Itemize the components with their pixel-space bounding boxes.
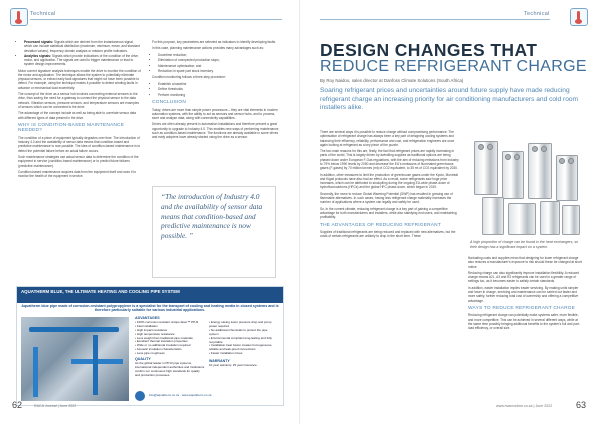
list-item: • 100% corrosion resistant unique faser™ PP-R xyxy=(135,319,199,324)
section-label: Technical xyxy=(30,11,56,17)
ad-title: AQUATHERM BLUE, THE ULTIMATE HEATING AND COOLING PIPE SYSTEM xyxy=(17,287,283,303)
paragraph: Condition monitoring follows a three-step procedure: xyxy=(152,75,226,80)
paragraph: The advantage of the concept include as well as being able to correlate sensor data with different types of data present in the drive. xyxy=(18,111,137,120)
ad-advantages-right xyxy=(209,321,279,368)
paragraph: Drives are often already present in automation installations and therefore present a great opportunity to upgrade to Industry 4.0. This enables new ways of performing maintenance, such as condition-based maintenance. The functions are already available in some drives and early adopters have already started using the drive as a sensor. xyxy=(152,122,280,140)
ad-advantages-left xyxy=(135,317,207,378)
subheading: CONCLUSION xyxy=(152,100,186,105)
pipe-system-photo xyxy=(21,317,129,401)
list-item: • Faster installation times xyxy=(209,351,243,356)
thermometer-icon xyxy=(10,8,28,26)
pull-quote: “The introduction of Industry 4.0 and the availability of sensor data means that condition-based and predictive maintenance is now possible. ” xyxy=(152,186,276,278)
list-item: • Perform monitoring xyxy=(158,93,282,97)
advantages-list xyxy=(152,53,282,74)
list-item: • Environmental compliant long-lasting and fully xyxy=(209,335,272,340)
page-footer: www.hvacronline.co.za | June 2022 xyxy=(496,404,553,408)
list-item: • Downtime reduction; xyxy=(158,53,282,57)
paragraph: fluctuating costs and supplies mean that designing for lower refrigerant charge also reduces a manufacturer's exposure to risk should these be changed at short notice. xyxy=(468,256,583,269)
subheading: WAYS TO REDUCE REFRIGERANT CHARGE xyxy=(468,305,576,311)
list-item: • No additional chemicals to protect the pipe xyxy=(209,327,268,332)
aquatherm-logo xyxy=(135,391,145,401)
ad-warranty-title: WARRANTY xyxy=(209,359,230,364)
page-number: 62 xyxy=(12,400,23,410)
paragraph: Secondly, the move to reduce Global Warming Potential (GWP) has resulted in growing use of flammable alternatives. In such cases, having less refrigerant charge materially increases the number of applications where a system can legally and safely be used. xyxy=(320,191,453,205)
right-column-1 xyxy=(320,130,460,241)
right-column-2 xyxy=(468,256,582,333)
paragraph: In addition, easier installation implies easier servicing. By making units simpler and lower in charge, servicing and maintenance can be carried out faster and more safely, further reducing total cost of ownership and offering a competitive advantage. xyxy=(468,285,579,303)
photo-caption: A high proportion of charge can be found in the heat exchangers, so their design has a significant impact on a system. xyxy=(470,240,579,249)
list-item: • Maintenance optimisation; and xyxy=(158,64,282,68)
ad-warranty-text: 10 year warranty. 25 year insurance. xyxy=(209,363,258,368)
right-page xyxy=(300,0,600,424)
ad-quality-title: QUALITY xyxy=(135,357,151,362)
list-item: • Fast installation xyxy=(135,323,158,328)
paragraph: Condition-based maintenance acquires data from the equipment itself and uses it to monitor the health of the equipment in service. xyxy=(18,169,137,179)
list-item: • Wide or no additional insulation required xyxy=(135,343,191,348)
paragraph: Supplies of traditional refrigerants are being reduced and replaced with new alternatives, but the costs of certain refrigerants are unlikely to drop in the short term. These xyxy=(320,230,456,239)
section-label: Technical xyxy=(524,11,550,17)
list-item: • Energy saving lower pressure drop and pump xyxy=(209,320,272,324)
paragraph: In this case, planning maintenance actions provides many advantages such as: xyxy=(152,46,264,51)
paragraph: Today, drives are more than simple power processors – they are vital elements in modern automation systems, with the ability to act as sensors and sensor hubs, and to process, store and analyse data, along with connectivity capabilities. xyxy=(152,107,278,120)
section-rule xyxy=(30,19,282,20)
ad-contact: info@aquatherm.co.za · www.aquatherm.co.za xyxy=(149,393,212,397)
headline-line-2: REDUCE REFRIGERANT CHARGE xyxy=(320,58,587,75)
list-item: recyclable xyxy=(209,339,223,344)
list-item: • Reduction in spare part stock inventory. xyxy=(158,69,282,73)
paragraph: So, in the current climate, reducing refrigerant charge is a key part of gaining a competitive advantage for both manufacturers and installers, while also satisfying end users, and maintaining profitability. xyxy=(320,206,457,220)
paragraph: The two main reasons for this are, firstly, the fact that refrigerant prices are rapidly increasing in parts of the world. This is largely driven by dwindling supplies as traditional options are being phased down under European F-Gas regulations, with the aim of reducing emissions from industry to 79% below 1990 levels by 2050 and decrease the EU's emissions of fluorinated greenhouse gases (F-gases) by 70 million tonnes (mt) of CO2 equivalent, to 35 mt of CO2 equivalent by 2030. xyxy=(320,149,459,171)
signal-list xyxy=(18,40,142,67)
list-item: • Less weight than traditional pipe materials xyxy=(135,335,193,340)
subheading: THE ADVANTAGES OF REDUCING REFRIGERANT xyxy=(320,222,441,228)
paragraph: The condition of a piece of equipment typically degrades over time. The introduction of Industry 4.0 and the availability of sensor data means that condition-based and predictive maintenance is now possible. The idea of condition-based maintenance is to detect the potential failure before an actual failure occurs. xyxy=(18,135,141,153)
paragraph: For this purpose, key parameters are selected as indicators to identify developing faults. xyxy=(152,40,277,44)
thermometer-icon xyxy=(570,8,588,26)
standfirst: Soaring refrigerant prices and uncertainties around future supply have made reducing refrigerant charge an increasing priority for air conditioning manufacturers and cold room installers alike. xyxy=(320,87,579,112)
paragraph: Motor current signature analysis techniques enable the drive to monitor the condition of the motor and application. The technique allows the system to potentially eliminate physical sensors, or extract early fault signatures that might not have been possible to detect. For example, using the technique makes it possible to detect winding faults in advance or mechanical load eccentricity. xyxy=(18,68,141,90)
aquatherm-advert xyxy=(16,286,284,406)
heat-exchanger-photo xyxy=(468,133,582,237)
list-item: • Establish a baseline xyxy=(158,82,282,86)
left-column-1 xyxy=(18,40,142,181)
paragraph: In addition, other measures to limit the production of greenhouse gases under the Kyoto, Montreal and Kigali protocols have also had an effect. As a result, some refrigerants saw huge price increases, which can be attributed to stockpiling during the ongoing EU-wide phase-down of hydrofluorocarbons (HFCs) and the global HFC phase-down, which began in 2019. xyxy=(320,172,459,190)
page-number: 63 xyxy=(576,400,587,410)
paragraph: Reducing charge can also significantly improve installation flexibility. A reduced charge means A2L, A3 and R2 refrigerants can be used in a greater range of settings too, as it becomes easier to satisfy certain standards. xyxy=(468,270,580,284)
ad-subtitle: Aquatherm blue pipe made of corrosion-resistant polypropylene is a specialist for the transport of cooling and heating media in closed systems and is therefore particularly suitable for various industrial applications. xyxy=(21,304,279,313)
list-item: • High temperature resistance xyxy=(135,331,175,336)
paragraph: Reducing refrigerant charge can potentially make systems safer, more flexible, and more competitive. This can be achieved in several different ways, while at the same time possibly bringing additional benefits to the system's full and part-load efficiency, or overall size. xyxy=(468,313,580,331)
list-item: reliable and leak-proof connections xyxy=(209,347,256,352)
list-item: • Installation-heat fusion creates homogeneous, xyxy=(209,343,273,348)
ad-quality-text: As the global leader in PP-R pipe systems, international independent authorities and institutions confirm our continuous high standards for quality and production processes. xyxy=(135,360,205,377)
list-item: • Less pipe roughness xyxy=(135,351,165,356)
ad-advantages-title: ADVANTAGES xyxy=(135,316,160,320)
procedure-list xyxy=(152,82,282,97)
list-item: • Elimination of unexpected production stops; xyxy=(158,58,282,62)
list-item: • Excellent thermal insulation properties xyxy=(135,339,188,344)
paragraph: The concept of the drive as a sensor hub involves connecting external sensors to the drive, thus saving the need for a gateway to connect the physical sensor to the data network. Vibration sensors, pressure sensors, and temperature sensors are examples of sensors which can be connected to the drive. xyxy=(18,92,139,109)
list-item: • High impact resistance xyxy=(135,327,168,332)
subheading: WHY IS CONDITION-BASED MAINTENANCE NEEDED? xyxy=(18,122,125,134)
byline: By Roy Naidoo, sales director at Danfoss Climate Solutions (South Africa) xyxy=(320,78,464,83)
list-item: • Processed signals: Signals which are derived from the instantaneous signal, which can include statistical distribution (maximum, minimum, mean, and standard deviation values), frequency domain analysis or mission profile indicators. xyxy=(24,40,142,53)
page-footer: RACA Journal | June 2022 xyxy=(34,404,77,408)
headline: DESIGN CHANGES THAT xyxy=(320,40,538,60)
list-item: • Analytics signals: Signals which provide indications of the condition of the drive, motor, and application. The signals are used to trigger maintenance or lead to system design improvements. xyxy=(24,54,142,67)
list-item: system xyxy=(209,331,219,336)
list-item: • Acoustic insulation characteristics xyxy=(135,347,182,352)
left-column-2 xyxy=(152,40,282,142)
section-rule xyxy=(320,19,550,20)
paragraph: There are several ways it is possible to reduce charge without compromising performance. The optimisation of refrigerant charge has always been a key part of designing cooling systems and balancing their efficiency, reliability, performance and cost, and refrigeration engineers are once again looking at refrigerant as a key piece of the puzzle. xyxy=(320,130,455,147)
paragraph: Such maintenance strategies use actual sensor data to determine the condition of the equipment in service (condition-based maintenance) or to predict future failures (predictive maintenance). xyxy=(18,155,139,168)
list-item: power required xyxy=(209,323,230,328)
list-item: • Define thresholds xyxy=(158,87,282,91)
